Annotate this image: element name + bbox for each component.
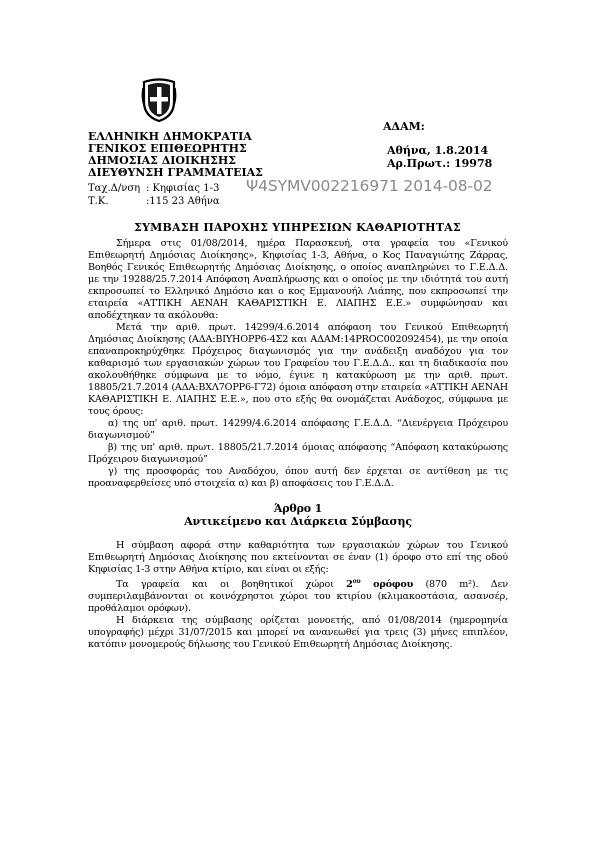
award-paragraph: Μετά την αριθ. πρωτ. 14299/4.6.2014 απόφαση του Γενικού Επιθεωρητή Δημόσιας Διοίκησης (ΑΔΑ:ΒΙΥΗΟΡΡ6-4Σ2 και ΑΔΑΜ:14PROC002092454), με την οποία επαναπροκηρύχθηκε Πρόχειρος διαγωνισμός για την ανάδειξη αναδόχου για τον καθαρισμό των εργασιακών χώρων του Γραφείου του Γ.Ε.Δ.Δ.. και τη διαδικασία που ακολουθήθηκε σύμφωνα με το νόμο, έγινε η κατακύρωση με την αριθ. πρωτ. 18805/21.7.2014 (ΑΔΑ:ΒΧΛ7ΟΡΡ6-Γ72) όμοια απόφαση στην εταιρεία «ΑΤΤΙΚΗ ΑΕΝΑΗ ΚΑΘΑΡΙΣΤΙΚΗ Ε. ΛΙΑΠΗΣ Ε.Ε.», που στο εξής θα ονομάζεται Ανάδοχος, σύμφωνα με τους όρους:: [88, 322, 508, 417]
org-line-1: ΕΛΛΗΝΙΚΗ ΔΗΜΟΚΡΑΤΙΑ: [88, 130, 252, 143]
postcode-value: :115 23 Αθήνα: [146, 196, 220, 207]
intro-paragraph: Σήμερα στις 01/08/2014, ημέρα Παρασκευή, στα γραφεία του «Γενικού Επιθεωρητή Δημόσιας Διοίκησης», Κηφισίας 1-3, Αθήνα, ο Κος Παναγιώτης Ζάρρας, Βοηθός Γενικός Επιθεωρητής Δημόσιας Διοίκησης, ο οποίος αναπληρώνει το Γ.Ε.Δ.Δ. με την 19288/25.7.2014 Απόφαση Αναπλήρωσης και ο οποίος με την ιδιότητά του αυτή εκπροσωπεί το Ελληνικό Δημόσιο και ο κος Εμμανουήλ Λιάπης, που εκπροσωπεί την εταιρεία «ΑΤΤΙΚΗ ΑΕΝΑΗ ΚΑΘΑΡΙΣΤΙΚΗ Ε. ΛΙΑΠΗΣ Ε.Ε.» συμφώνησαν και αποδέχτηκαν τα ακόλουθα:: [88, 238, 508, 321]
article-number: Άρθρο 1: [273, 502, 323, 515]
article-heading: Αντικείμενο και Διάρκεια Σύμβασης: [184, 515, 412, 528]
document-title: ΣΥΜΒΑΣΗ ΠΑΡΟΧΗΣ ΥΠΗΡΕΣΙΩΝ ΚΑΘΑΡΙΟΤΗΤΑΣ: [134, 221, 461, 234]
greek-emblem-icon: [141, 78, 177, 122]
floor-number: 2: [346, 579, 353, 591]
article-paragraph-1: Η σύμβαση αφορά στην καθαριότητα των εργασιακών χώρων του Γενικού Επιθεωρητή Δημόσιας Διοίκησης που εκτείνονται σε έναν (1) όροφο στο επί της οδού Κηφισίας 1-3 στην Αθήνα κτίριο, και είναι οι εξής:: [88, 540, 508, 575]
adam-label: ΑΔΑΜ:: [383, 120, 425, 133]
article-paragraph-2: [88, 576, 508, 615]
article-paragraph-3: Η διάρκεια της σύμβασης ορίζεται μονοετής, από 01/08/2014 (ημερομηνία υπογραφής) μέχρι 31/07/2015 και μπορεί να ανανεωθεί για τρεις (3) μήνες επιπλέον, κατόπιν μονομερούς δήλωσης του Γενικού Επιθεωρητή Δημόσιας Διοίκησης.: [88, 615, 508, 651]
org-line-2: ΓΕΝΙΚΟΣ ΕΠΙΘΕΩΡΗΤΗΣ: [88, 142, 247, 155]
org-line-3: ΔΗΜΟΣΙΑΣ ΔΙΟΙΚΗΣΗΣ: [88, 154, 237, 167]
address-value: : Κηφισίας 1-3: [146, 183, 220, 194]
diavgeia-stamp: Ψ4SYMV002216971 2014-08-02: [246, 177, 493, 195]
floor-text: Τα γραφεία και οι βοηθητικοί χώροι: [116, 579, 347, 591]
term-c: γ) της προσφοράς του Αναδόχου, όπου αυτή δεν έρχεται σε αντίθεση με τις προαναφερθείσες υπό στοιχεία α) και β) αποφάσεις του Γ.Ε.Δ.Δ.: [88, 466, 508, 489]
floor-area-text: (870 m²). Δεν συμπεριλαμβάνονται οι κοινόχρηστοι χώροι του κτιρίου (κλιμακοστάσια, ασανσέρ, προθάλαμοι ορόφων).: [88, 579, 508, 615]
postcode-label: Τ.Κ.: [88, 196, 109, 207]
protocol-number: Αρ.Πρωτ.: 19978: [387, 157, 493, 170]
term-b: β) της υπ' αριθ. πρωτ. 18805/21.7.2014 όμοιας απόφασης “Απόφαση κατακύρωσης Πρόχειρου διαγωνισμού”: [88, 442, 508, 465]
floor-ordinal: ου: [352, 578, 361, 585]
document-body: [88, 238, 508, 651]
address-label: Ταχ.Δ/νση: [88, 183, 141, 194]
floor-word: ορόφου: [360, 579, 414, 591]
place-date: Αθήνα, 1.8.2014: [387, 144, 489, 157]
term-a: α) της υπ' αριθ. πρωτ. 14299/4.6.2014 απόφασης Γ.Ε.Δ.Δ. “Διενέργεια Πρόχειρου διαγωνισμού”: [88, 418, 508, 441]
org-line-4: ΔΙΕΥΘΥΝΣΗ ΓΡΑΜΜΑΤΕΙΑΣ: [88, 166, 263, 179]
